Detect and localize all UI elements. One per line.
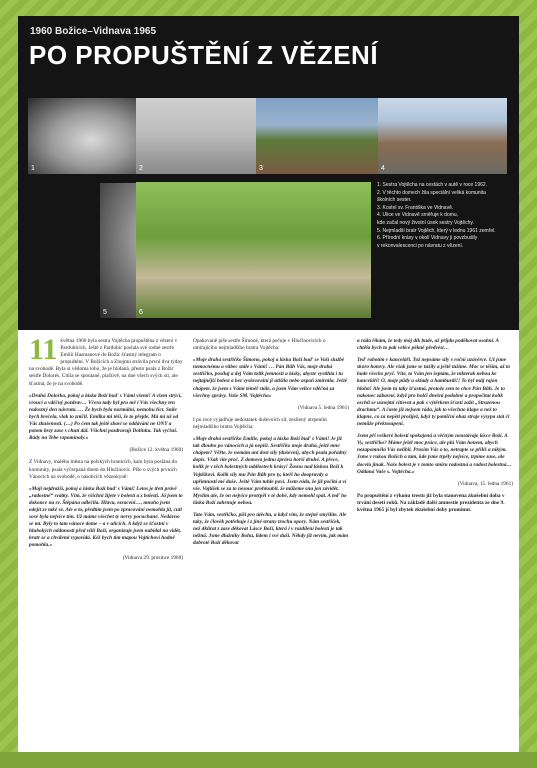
paragraph: a ráda říkám, že tedy mój dík bude, až přijdu poděkovat osobní. A chtěla bych to pak velice pěkně předvést… (357, 338, 499, 352)
photo-1-nun-portrait (28, 98, 143, 174)
photo-number: 5 (103, 309, 107, 316)
paragraph (29, 333, 183, 388)
text-column-2 (193, 338, 349, 552)
caption-item: 2. V těchto domech žila speciální veliká komunita (377, 189, 486, 196)
photo-number: 6 (139, 309, 143, 316)
paragraph: »Drahá Dolorko, pokoj a láska Boží buď s Vámi všemi! A všem strýcí, vroucí a vděčný pozdrav… Včera tady byl pro mě i Vás všechny ten radostný den návratu. … Že bych byla normální, nemohu říct. Stále bych brečela, vlak to zničil. Emilka mi těší, že to přejde. Mà mi už od Vás zkušenosti. (…) Po čem tak ještě zbaví se oddáváni ne ONY a potom brzy zase s chutí dál. Všichni pozdravují Dolinku. Tak vyčistí. Rády na Tebe vzpomínaly.« (29, 392, 182, 442)
photo-number: 1 (31, 165, 35, 172)
paragraph: I po roce vyjadřuje nedostatek duševních sil, zesílený utrpením nejmladšího bratra Vojtěcha: (193, 416, 327, 430)
bottom-bar (0, 752, 537, 768)
caption-item: 4. Ulice ve Vidnavě směřuje k domu, (377, 212, 459, 219)
caption-item: 3. Kostel sv. Františka ve Vidnavě. (377, 204, 454, 211)
paragraph: Z Vidnavy, malého města na polských hranicích, kam byla poslána do komunity, psala vyčerpaná dnem do Hlučínovic. Píše o svých prvních Vánocích na svobodě, o násobcích vězenkyně: (29, 459, 178, 480)
page-title: PO PROPUŠTĚNÍ Z VĚZENÍ (29, 40, 379, 70)
photo-number: 2 (139, 165, 143, 172)
paragraph: Teď robotím v kanceláři. Tož nepsáme sily v roční uzávěrce. Už jsme skoro hotovy. Ale však jsme se tušily a ještě tužíme. Moc se těším, až to bude všecko pryč. Víte, to Vám jen šeptám, že nikterak nebou ke kanceláři! O, moje půdy a sklady a hamburdí!! To byl můj rajon hlaha! Ale jsem tu taky šťastná, protože sem to chce Pán Bůh. Je to nakonec zábavné, když pro holčí dnešní podobné a propočítat kolik oschů se usnejmi cítíevat a pak s výtěrkem šťastí zažít „Strazenou drachmu“. A často již nejsem ráda, jak to všechno klape a než to klapne, co za nepěti prožijež, když ty pomlční ohaz straje výsypa stát či nemůže překnoupení. (357, 357, 511, 428)
text-column-3 (357, 338, 513, 519)
photo-3-church (256, 98, 381, 174)
paragraph: »Moje drahá sestřičko Šimono, pokoj a láska Boží buď se Vaší službě nemocnému a vůbec stále s Vámi! … Pán Bůh Vás, moje drahá sestřičko, posiluj a dej Vám tolik jemnosti a lásky, abyste vystihla i tu nejtajnější bolest a bez vyslovování ji utišila nebo aspoň zmírnila. Ještě chápete, že jsem s Vámi téměř stále, a jsem Vám velice vděčná za všechny zprávy. Vaše SM. Vojtěcha« (193, 357, 348, 399)
caption-item: v rekonvalescenci po návratu z vězení. (377, 242, 464, 249)
photo-2-building (136, 98, 259, 174)
drop-cap: 11 (29, 333, 58, 366)
photo-number: 3 (259, 165, 263, 172)
paragraph: Po propuštění z výkonu trestu již byla stanovena zkušební doba v trvání deseti roků. Na základě další amnestie prezidenta ze dne 9. května 1965 jí byl zbytek zkušební doby prominut. (357, 492, 505, 513)
photo-captions (377, 182, 517, 250)
photo-header (18, 16, 519, 330)
paragraph-text: května 1960 byla sestra Vojtěcha propuštěna z vězení v Pardubicích. Ještě z Pardubic poslala své rodné sestře Emilii Hasmanové do Božic šťastný telegram o propuštění. V Božicích a Znojmu strávila první dva týdny na svobodě. Byla si vědoma toho, že je hlídaná, přesto psala z Božic sestře Dolorés. Cítila se spoutaně, plačtivě, na dné všech svých sil, ale šťastná, že je na svobodě. (29, 338, 183, 387)
paragraph: Tato Vám, sestřičko, píši pro útěchu, a když vím, že stejně smýšlíte. Ale taky, že člověk potřebuje i z jiné strany trochu opory. Nám sestřiček, než dkůrat z zase děkovat Lásce Boží, která i v rozdílení bolestí je tak něžná. Jsme dlužníky Bohu, lidem i své duši. Někdy již nevím, jak mám dobrotě Boží děkovat (193, 511, 349, 547)
text-column-1 (29, 333, 183, 567)
paragraph: (Božice 12. května 1960) (129, 447, 183, 454)
paragraph: (Vidnava, 15. ledna 1961) (457, 480, 513, 487)
caption-item: 6. Přírodní krásy v okolí Vidnavy ji povzbudily (377, 235, 478, 242)
paragraph: »Moji nejdražší, pokoj a láska Boží buď s Vámi! Letos je třetí právě „radostné“ svátky. Vím, že všichni žijete v bolestí a z bolestí. Já jsem to dokonce na sv. Štěpána odlečila. Hlavu, ezraceni…, mnoho jsem odejít ze také se. Ale a to, předtím jsem po zpracování nemohla jít, cutl sosé byla nejvíce tím. Už máme všechet ty nervy pocuchané. Nedávno se mi. Byly to tam vánoce dome – a v ulicích. A když se šťastní v hlubokých oddanosti před vůlí Boží, organizuje jsem nabídal na vidět, bratr se a chvílemi vypovídá. Kéž bych tím mapou Vojtíchoví hodně pomohla.« (29, 485, 183, 549)
paragraph: »Moje drahá sestřičko Emilie, pokoj a láska Boží buď s Vámi! Je již tak dlouho po vánocích a já nepíši. Sestřičko moje drahá, ještě mne chápete? Věřte, že nemám ani dost síly (duševní), abych psala pořádný dopis. Však víte proč. Z domova jednu zprávu horší druhé. A přece, kolik je v těch bolestných událostech krásy! Žasnu nad láskou Boží k Vojtíškovi. Kolik síly mu Pán Bůh pro ty, kteří ho doopravdy a upřímnosti mé duše. Ještě Vám tuhle poví. Jsem ráda, že již počítá a ví vše. Vojtíšek se za to nesouc prohloubil, že můžeme snu jen závidět. Myslím ale, že on nejvíce protrpěl v té době, kdy nemohl spát. A teď ho láska Boží zahrnuje nebou. (193, 436, 347, 506)
caption-item: školních sester. (377, 197, 412, 204)
caption-item: kde začal nový životní úsek sestry Vojtěchy. (377, 219, 474, 226)
photo-6-path-landscape (136, 182, 371, 318)
caption-item: 1. Sestra Vojtěcha na cestách v autě v roce 1962. (377, 182, 488, 188)
paragraph: Jsem při veškeré bolestí spokojená a věčným neustávaje lásce Boží. A Vy, sestřičko? Máme ještě moc práce, ale plú Vám honem, abych nezapomněla Vás nelíbil. Prosím Vás o to, netrapte se příliš a nikým. Jsme v rukou Božích a tam, kde jsme trpěly nejvíce, trpíme zase, ale docela jinak. Naše bolest je v tomto smíru radostná a radost bolestná… Oddaná Vaše s. Vojtěcha.« (357, 433, 512, 475)
poster-panel (18, 16, 519, 752)
date-subtitle: 1960 Božice–Vidnava 1965 (30, 26, 157, 37)
paragraph: (Vidnava 29. prosince 1960) (122, 554, 183, 561)
paragraph: Opakovaně píše sestře Šimoné, která pečuje v Hlučínovicích o umírajícího nejmladšího bratra Vojtěcha: (193, 338, 326, 352)
photo-4-street (378, 98, 507, 174)
photo-number: 4 (381, 165, 385, 172)
paragraph: (Vidnava 5. ledna 1961) (297, 404, 349, 411)
caption-item: 5. Nejmladší bratr Vojtěch, který v lednu 1961 zemřel. (377, 227, 496, 234)
